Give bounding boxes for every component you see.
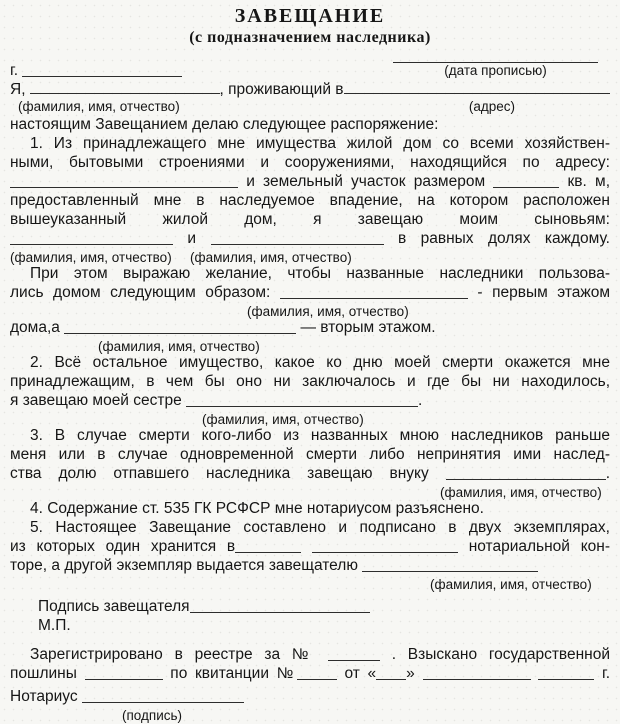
clause3-period: . <box>605 465 610 482</box>
declaration-line: настоящим Завещанием делаю следующее распоряжение: <box>10 116 439 133</box>
blank-testator-name <box>30 82 220 94</box>
seal-line: М.П. <box>38 617 71 634</box>
clause1-line1: 1. Из принадлежащего мне имущества жилой дом со всеми хозяйствен- <box>30 135 610 152</box>
wish-second-floor-text: — вторым этажом. <box>300 319 436 336</box>
clause1-and-text: и <box>187 230 197 247</box>
blank-fee-amount <box>85 668 163 680</box>
wish-first-floor-text: - первым этажом <box>477 284 611 301</box>
clause3-grandson-text: ства долю отпавшего наследника завещаю внуку <box>10 465 429 482</box>
clause2-line2: принадлежащим, в чем бы оно ни заключалось и где бы ни находилось, <box>10 373 610 390</box>
clause1-line3 <box>10 172 610 191</box>
intro-captions-row <box>10 99 610 115</box>
clause2-caption-row <box>10 410 610 426</box>
sign-caption: (подпись) <box>122 708 183 723</box>
blank-testator-address <box>344 82 610 94</box>
clause5-copy-text: торе, а другой экземпляр выдается завещателю <box>10 557 358 574</box>
blank-receipt-number <box>297 668 337 680</box>
document-subtitle: (с подназначением наследника) <box>189 29 431 46</box>
blank-registry-number <box>328 649 380 661</box>
blank-first-floor-heir <box>280 287 468 299</box>
fio-caption: (фамилия, имя, отчество) <box>10 250 172 265</box>
signature-line <box>38 597 610 616</box>
date-field <box>393 50 598 78</box>
signature-label: Подпись завещателя <box>38 598 190 615</box>
blank-house-address <box>10 176 238 188</box>
blank-notary-office-2 <box>312 541 458 553</box>
blank-city-name <box>22 65 182 77</box>
wish-caption-row2 <box>10 337 610 353</box>
fio-caption: (фамилия, имя, отчество) <box>247 304 409 319</box>
clause5-stored-text: из которых один хранится в <box>10 538 236 555</box>
fio-caption: (фамилия, имя, отчество) <box>202 412 364 427</box>
wish-caption-row1 <box>10 302 610 318</box>
blank-notary-signature <box>82 691 244 703</box>
clause4-line: 4. Содержание ст. 535 ГК РСФСР мне нотариусом разъяснено. <box>30 500 484 517</box>
clause1-equal-shares-text: в равных долях каждому. <box>397 230 610 247</box>
clause2-sister-text: я завещаю моей сестре <box>10 392 182 409</box>
clause1-land-text: и земельный участок размером <box>246 173 486 190</box>
blank-receipt-year <box>538 668 594 680</box>
clause3-line2: меня или в случае одновременной смерти либо непринятия ими наслед- <box>10 446 610 463</box>
notary-caption-row <box>10 706 610 722</box>
close-quote-label: » <box>406 665 415 682</box>
blank-receipt-month <box>423 668 531 680</box>
date-caption: (дата прописью) <box>444 63 547 78</box>
blank-testator-copy-name <box>362 560 538 572</box>
wish-line2 <box>10 283 610 302</box>
clause5-line2 <box>10 537 610 556</box>
fio-caption: (фамилия, имя, отчество) <box>98 339 260 354</box>
clause5-line1: 5. Настоящее Завещание составлено и подписано в двух экземплярах, <box>30 519 610 536</box>
city-line <box>10 61 182 80</box>
clause1-line4: предоставленный мне в наследуемое впадение, на котором расположен <box>10 192 610 209</box>
clause3-caption-row <box>10 483 610 499</box>
clause1-line2: ными, бытовыми строениями и сооружениями, находящийся по адресу: <box>10 154 610 171</box>
blank-receipt-day <box>376 668 406 680</box>
city-date-row <box>10 50 610 80</box>
city-label: г. <box>10 62 19 79</box>
blank-son1-name <box>10 233 173 245</box>
receipt-label: по квитанции № <box>170 665 297 682</box>
notary-line <box>10 687 610 706</box>
clause5-line3 <box>10 556 610 575</box>
testator-intro-line <box>10 80 610 99</box>
wish-manner-text: лись домом следующим образом: <box>10 284 271 301</box>
document-title: ЗАВЕЩАНИЕ <box>234 5 386 27</box>
clause1-line5: вышеуказанный жилой дом, я завещаю моим сыновьям: <box>10 211 610 228</box>
blank-second-floor-heir <box>64 322 296 334</box>
blank-notary-office-1 <box>235 541 301 553</box>
blank-son2-name <box>211 233 384 245</box>
clause5-caption-row <box>10 575 610 591</box>
fee-text: . Взыскано государственной <box>391 646 611 663</box>
year-suffix-label: г. <box>601 665 611 682</box>
blank-date-line <box>393 50 598 63</box>
intro-label-residing: , проживающий в <box>219 81 344 98</box>
wish-house-text: дома,а <box>10 319 60 336</box>
registration-line1 <box>10 645 610 664</box>
clause1-sqm-text: кв. м, <box>567 173 610 190</box>
clause1-captions-row <box>10 248 610 264</box>
address-caption: (адрес) <box>468 99 515 114</box>
blank-testator-signature <box>190 601 370 613</box>
fio-caption: (фамилия, имя, отчество) <box>430 577 592 592</box>
blank-grandson-name <box>446 468 606 480</box>
clause2-period: . <box>418 392 423 409</box>
notary-label: Нотариус <box>10 688 78 705</box>
wish-line1: При этом выражаю желание, чтобы названные наследники пользова- <box>30 265 610 282</box>
clause1-line6 <box>10 229 610 248</box>
blank-sister-name <box>186 395 418 407</box>
fio-caption: (фамилия, имя, отчество) <box>190 250 352 265</box>
clause2-line3 <box>10 391 610 410</box>
clause2-line1: 2. Всё остальное имущество, какое ко дню моей смерти окажется мне <box>30 354 610 371</box>
blank-land-size <box>493 176 559 188</box>
clause3-line1: 3. В случае смерти кого-либо из названных мною наследников раньше <box>30 427 610 444</box>
fio-caption: (фамилия, имя, отчество) <box>18 99 180 114</box>
registry-text: Зарегистрировано в реестре за № <box>30 646 317 663</box>
fee-label: пошлины <box>10 665 77 682</box>
clause5-office-text: нотариальной кон- <box>468 538 610 555</box>
clause3-line3 <box>10 464 610 483</box>
fio-caption: (фамилия, имя, отчество) <box>440 485 602 500</box>
from-quote-label: от « <box>344 665 377 682</box>
intro-label-i: Я, <box>10 81 26 98</box>
wish-line3 <box>10 318 610 337</box>
registration-line2 <box>10 664 610 683</box>
